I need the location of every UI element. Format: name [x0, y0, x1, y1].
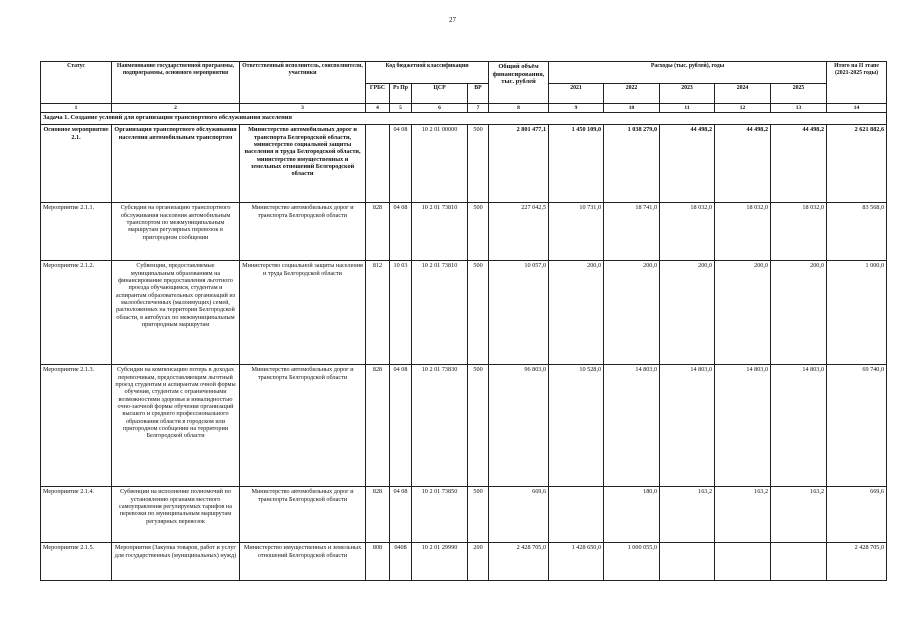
col-number: 5: [390, 104, 412, 113]
row-executor: Министерство имущественных и земельных отношений Белгородской области: [240, 543, 366, 581]
row-2021: 200,0: [549, 261, 604, 365]
row-2022: 18 741,0: [604, 203, 660, 261]
header-status: Статус: [41, 62, 112, 104]
row-csr: 10 2 01 29990: [412, 543, 468, 581]
row-2022: 1 000 055,0: [604, 543, 660, 581]
row-stage-total: 1 000,0: [827, 261, 887, 365]
col-number: 13: [771, 104, 827, 113]
col-number: 3: [240, 104, 366, 113]
col-number: 7: [468, 104, 489, 113]
table-row: [41, 543, 887, 581]
row-vr: 500: [468, 487, 489, 543]
row-grbs: 812: [366, 261, 390, 365]
col-number: 6: [412, 104, 468, 113]
row-name: Организация транспортного обслуживания населения автомобильным транспортом: [112, 125, 240, 203]
row-2023: 18 032,0: [660, 203, 715, 261]
header-grbs: ГРБС: [366, 84, 390, 104]
header-vr: ВР: [468, 84, 489, 104]
row-2021: 1 450 109,0: [549, 125, 604, 203]
col-number: 8: [489, 104, 549, 113]
row-name: Субсидии на компенсацию потерь в доходах перевозчикам, предоставляющим льготный проезд студентам и аспирантам очной формы обучения, студентам с ограниченными возможностями здоровья и инвалидностью очно-заочной формы обучения организаций высшего и среднего профессионального образования области в городском или пригородном сообщении на территории Белгородской области: [112, 365, 240, 487]
row-2024: 44 498,2: [715, 125, 771, 203]
row-2025: 200,0: [771, 261, 827, 365]
header-2022: 2022: [604, 84, 660, 104]
row-2025: 44 498,2: [771, 125, 827, 203]
budget-table: [40, 61, 887, 581]
task-title: Задача 1. Создание условий для организации транспортного обслуживания населения: [41, 113, 887, 125]
row-name: Субвенции на исполнение полномочий по установлению органами местного самоуправления регулируемых тарифов на перевозки по муниципальным маршрутам регулярных перевозок: [112, 487, 240, 543]
row-2024: 163,2: [715, 487, 771, 543]
row-total: 2 428 705,0: [489, 543, 549, 581]
row-csr: 10 2 01 73810: [412, 261, 468, 365]
row-2023: 163,2: [660, 487, 715, 543]
row-2021: 1 428 650,0: [549, 543, 604, 581]
row-csr: 10 2 01 73830: [412, 365, 468, 487]
row-stage-total: 69 740,0: [827, 365, 887, 487]
row-name: Мероприятия (Закупка товаров, работ и услуг для государственных (муниципальных) нужд): [112, 543, 240, 581]
header-2021: 2021: [549, 84, 604, 104]
row-grbs: 828: [366, 203, 390, 261]
table-row: [41, 203, 887, 261]
row-executor: Министерство социальной защиты населения и труда Белгородской области: [240, 261, 366, 365]
col-number: 9: [549, 104, 604, 113]
row-total: 227 042,5: [489, 203, 549, 261]
row-status: Основное мероприятие 2.1.: [41, 125, 112, 203]
row-csr: 10 2 01 73810: [412, 203, 468, 261]
row-2021: 10 528,0: [549, 365, 604, 487]
row-executor: Министерство автомобильных дорог и транспорта Белгородской области: [240, 365, 366, 487]
col-number: 10: [604, 104, 660, 113]
header-expenses: Расходы (тыс. рублей), годы: [549, 62, 827, 84]
row-2023: 44 498,2: [660, 125, 715, 203]
col-number: 2: [112, 104, 240, 113]
row-status: Мероприятие 2.1.1.: [41, 203, 112, 261]
col-number: 4: [366, 104, 390, 113]
header-2023: 2023: [660, 84, 715, 104]
col-number: 11: [660, 104, 715, 113]
row-vr: 500: [468, 365, 489, 487]
row-stage-total: 669,6: [827, 487, 887, 543]
row-grbs: 808: [366, 543, 390, 581]
header-2025: 2025: [771, 84, 827, 104]
row-stage-total: 2 621 882,6: [827, 125, 887, 203]
row-2025: [771, 543, 827, 581]
row-vr: 500: [468, 203, 489, 261]
row-name: Субвенции, предоставляемые муниципальным образованиям на финансирование предоставления льготного проезда обучающимся, студентам и аспирантам образовательных организаций из малообеспеченных (малоимущих) семей, расположенных на территории Белгородской области, в автобусах по межмуниципальным пригородным маршрутам: [112, 261, 240, 365]
row-2023: [660, 543, 715, 581]
row-rzpr: 04 08: [390, 487, 412, 543]
header-rzpr: Рз Пр: [390, 84, 412, 104]
header-budget-code: Код бюджетной классификации: [366, 62, 489, 84]
col-number: 14: [827, 104, 887, 113]
row-status: Мероприятие 2.1.5.: [41, 543, 112, 581]
header-stage-total: Итого на II этапе (2021-2025 годы): [827, 62, 887, 104]
row-2024: 14 803,0: [715, 365, 771, 487]
row-2022: 200,0: [604, 261, 660, 365]
row-2025: 163,2: [771, 487, 827, 543]
row-rzpr: 04 08: [390, 203, 412, 261]
row-total: 10 057,0: [489, 261, 549, 365]
row-csr: 10 2 01 73850: [412, 487, 468, 543]
row-2025: 18 032,0: [771, 203, 827, 261]
header-2024: 2024: [715, 84, 771, 104]
row-executor: Министерство автомобильных дорог и транспорта Белгородской области: [240, 487, 366, 543]
row-2024: 200,0: [715, 261, 771, 365]
row-grbs: [366, 125, 390, 203]
row-grbs: 828: [366, 487, 390, 543]
row-executor: Министерство автомобильных дорог и транспорта Белгородской области, министерство социальной защиты населения и труда Белгородской области, министерство имущественных и земельных отношений Белгородской области: [240, 125, 366, 203]
header-program: Наименование государственной программы, подпрограммы, основного мероприятия: [112, 62, 240, 104]
row-csr: 10 2 01 00000: [412, 125, 468, 203]
row-2022: 180,0: [604, 487, 660, 543]
col-number: 12: [715, 104, 771, 113]
row-rzpr: 04 08: [390, 365, 412, 487]
row-total: 96 803,0: [489, 365, 549, 487]
row-2025: 14 803,0: [771, 365, 827, 487]
row-rzpr: 0408: [390, 543, 412, 581]
row-2024: [715, 543, 771, 581]
header-executor: Ответственный исполнитель, соисполнители, участники: [240, 62, 366, 104]
row-status: Мероприятие 2.1.4.: [41, 487, 112, 543]
row-2021: 10 731,0: [549, 203, 604, 261]
row-rzpr: 10 03: [390, 261, 412, 365]
row-stage-total: 2 428 705,0: [827, 543, 887, 581]
row-total: 669,6: [489, 487, 549, 543]
row-total: 2 801 477,1: [489, 125, 549, 203]
row-vr: 500: [468, 125, 489, 203]
row-stage-total: 83 568,0: [827, 203, 887, 261]
row-2022: 14 803,0: [604, 365, 660, 487]
row-executor: Министерство автомобильных дорог и транспорта Белгородской области: [240, 203, 366, 261]
header-csr: ЦСР: [412, 84, 468, 104]
col-number: 1: [41, 104, 112, 113]
row-name: Субсидии на организацию транспортного обслуживания населения автомобильным транспортом по межмуниципальным маршрутам регулярных перевозок в пригородном сообщении: [112, 203, 240, 261]
row-rzpr: 04 08: [390, 125, 412, 203]
row-2024: 18 032,0: [715, 203, 771, 261]
row-2023: 14 803,0: [660, 365, 715, 487]
page-number: 27: [449, 16, 456, 24]
table-row: [41, 487, 887, 543]
table-row: [41, 365, 887, 487]
row-2021: [549, 487, 604, 543]
table-row: [41, 261, 887, 365]
row-grbs: 828: [366, 365, 390, 487]
row-vr: 200: [468, 543, 489, 581]
header-total: Общий объём финансирования, тыс. рублей: [489, 62, 549, 104]
row-2023: 200,0: [660, 261, 715, 365]
row-status: Мероприятие 2.1.3.: [41, 365, 112, 487]
row-vr: 500: [468, 261, 489, 365]
row-status: Мероприятие 2.1.2.: [41, 261, 112, 365]
table-row: [41, 125, 887, 203]
row-2022: 1 038 279,0: [604, 125, 660, 203]
